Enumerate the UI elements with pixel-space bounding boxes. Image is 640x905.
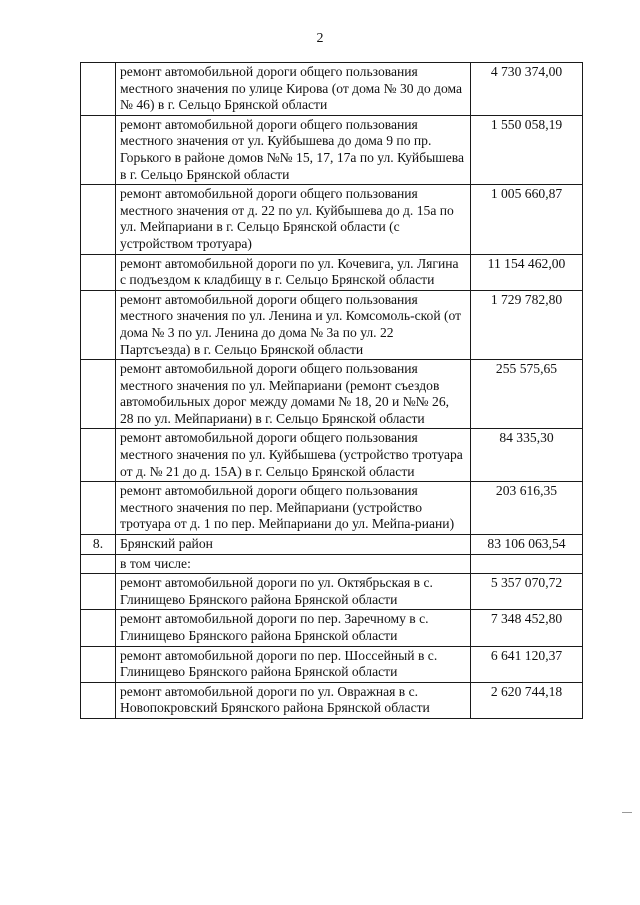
row-number — [81, 429, 116, 482]
row-number — [81, 290, 116, 359]
row-amount: 5 357 070,72 — [471, 574, 583, 610]
row-amount: 255 575,65 — [471, 360, 583, 429]
row-amount: 1 729 782,80 — [471, 290, 583, 359]
row-description: ремонт автомобильной дороги общего пользования местного значения по ул. Мейпариани (ремонт съездов автомобильных дорог между домами № 18, 20 и №№ 26, 28 по ул. Мейпариани) в г. Сельцо Брянской области — [116, 360, 471, 429]
row-description: ремонт автомобильной дороги общего пользования местного значения по пер. Мейпариани (устройство тротуара от д. 1 по пер. Мейпариани до ул. Мейпа-риани) — [116, 482, 471, 535]
row-number — [81, 646, 116, 682]
row-description: ремонт автомобильной дороги по ул. Овражная в с. Новопокровский Брянского района Брянской области — [116, 682, 471, 718]
table-row — [81, 290, 583, 359]
row-amount: 7 348 452,80 — [471, 610, 583, 646]
row-amount: 83 106 063,54 — [471, 535, 583, 555]
table-row — [81, 482, 583, 535]
row-description: ремонт автомобильной дороги по ул. Октябрьская в с. Глинищево Брянского района Брянской области — [116, 574, 471, 610]
table-row-district — [81, 535, 583, 555]
row-description: ремонт автомобильной дороги по пер. Заречному в с. Глинищево Брянского района Брянской области — [116, 610, 471, 646]
row-description: ремонт автомобильной дороги по пер. Шоссейный в с. Глинищево Брянского района Брянской области — [116, 646, 471, 682]
row-amount: 2 620 744,18 — [471, 682, 583, 718]
table-row — [81, 254, 583, 290]
row-amount: 4 730 374,00 — [471, 63, 583, 116]
row-description: ремонт автомобильной дороги общего пользования местного значения по улице Кирова (от дома № 30 до дома № 46) в г. Сельцо Брянской области — [116, 63, 471, 116]
row-description: ремонт автомобильной дороги по ул. Кочевига, ул. Лягина с подъездом к кладбищу в г. Сельцо Брянской области — [116, 254, 471, 290]
row-amount — [471, 554, 583, 574]
budget-table — [80, 62, 583, 719]
row-amount: 11 154 462,00 — [471, 254, 583, 290]
row-number — [81, 115, 116, 184]
row-number — [81, 482, 116, 535]
row-amount: 1 550 058,19 — [471, 115, 583, 184]
table-row — [81, 115, 583, 184]
row-description: в том числе: — [116, 554, 471, 574]
row-amount: 203 616,35 — [471, 482, 583, 535]
table-row — [81, 610, 583, 646]
row-number — [81, 682, 116, 718]
table-row — [81, 646, 583, 682]
row-description: ремонт автомобильной дороги общего пользования местного значения от д. 22 по ул. Куйбышева до д. 15а по ул. Мейпариани в г. Сельцо Брянской области (с устройством тротуара) — [116, 185, 471, 254]
table-row — [81, 63, 583, 116]
table-row — [81, 429, 583, 482]
margin-mark — [622, 812, 632, 813]
row-amount: 1 005 660,87 — [471, 185, 583, 254]
table-row — [81, 360, 583, 429]
table-row-subheading — [81, 554, 583, 574]
row-number — [81, 254, 116, 290]
row-description: Брянский район — [116, 535, 471, 555]
row-description: ремонт автомобильной дороги общего пользования местного значения по ул. Ленина и ул. Комсомоль-ской (от дома № 3 по ул. Ленина до дома № 3а по ул. 22 Партсъезда) в г. Сельцо Брянской области — [116, 290, 471, 359]
row-number — [81, 63, 116, 116]
row-amount: 84 335,30 — [471, 429, 583, 482]
row-number — [81, 554, 116, 574]
row-amount: 6 641 120,37 — [471, 646, 583, 682]
row-description: ремонт автомобильной дороги общего пользования местного значения по ул. Куйбышева (устройство тротуара от д. № 21 до д. 15А) в г. Сельцо Брянской области — [116, 429, 471, 482]
row-description: ремонт автомобильной дороги общего пользования местного значения от ул. Куйбышева до дома 9 по пр. Горького в районе домов №№ 15, 17, 17а по ул. Куйбышева в г. Сельцо Брянской области — [116, 115, 471, 184]
row-number — [81, 574, 116, 610]
table-row — [81, 185, 583, 254]
row-number — [81, 360, 116, 429]
table-row — [81, 574, 583, 610]
row-number — [81, 610, 116, 646]
table-row — [81, 682, 583, 718]
row-number: 8. — [81, 535, 116, 555]
row-number — [81, 185, 116, 254]
page-number: 2 — [316, 31, 324, 46]
